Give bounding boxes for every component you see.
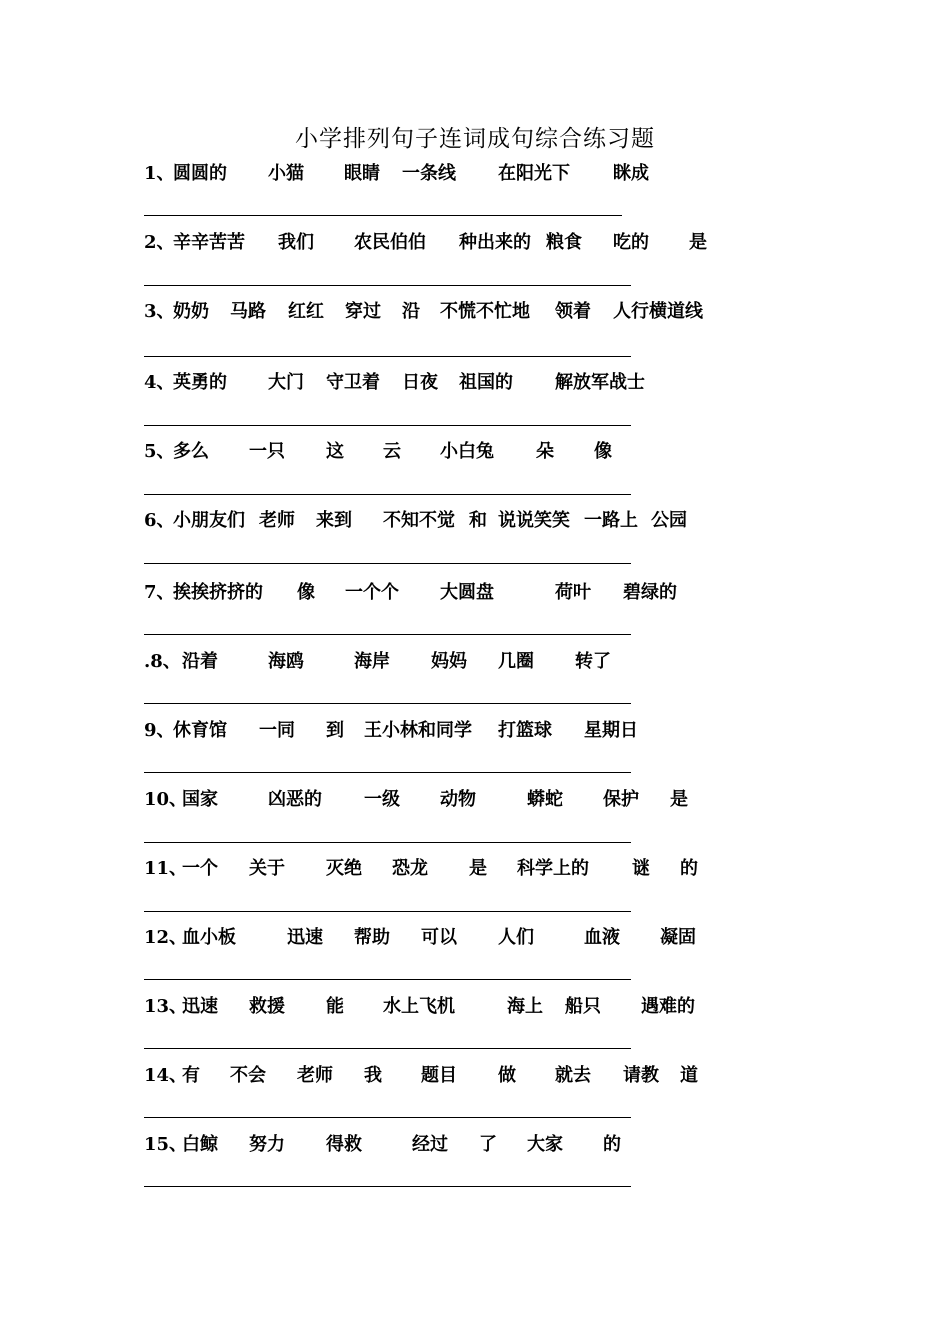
word-token: 一个个 xyxy=(345,582,399,603)
word-token: 老师 xyxy=(259,510,295,531)
word-token: 海岸 xyxy=(354,651,390,672)
word-token: 来到 xyxy=(316,510,352,531)
word-token: 是 xyxy=(670,789,688,810)
question-number: 10、 xyxy=(144,789,188,810)
word-token: 解放军战士 xyxy=(555,372,645,393)
word-token: 的 xyxy=(603,1134,621,1155)
question-number: 4、 xyxy=(144,372,175,393)
answer-line[interactable] xyxy=(144,494,631,495)
word-token: 船只 xyxy=(565,996,601,1017)
word-token: 道 xyxy=(680,1065,698,1086)
word-token: 日夜 xyxy=(402,372,438,393)
word-token: 一个 xyxy=(182,858,218,879)
question-number: 13、 xyxy=(144,996,188,1017)
word-token: 转了 xyxy=(575,651,611,672)
word-token: 了 xyxy=(479,1134,497,1155)
word-token: 做 xyxy=(498,1065,516,1086)
word-token: 妈妈 xyxy=(431,651,467,672)
word-token: 领着 xyxy=(555,301,591,322)
word-token: 祖国的 xyxy=(459,372,513,393)
word-token: 一路上 xyxy=(584,510,638,531)
word-token: 可以 xyxy=(421,927,457,948)
word-token: 海上 xyxy=(507,996,543,1017)
word-token: 奶奶 xyxy=(173,301,209,322)
question-row xyxy=(144,719,764,743)
word-token: 动物 xyxy=(440,789,476,810)
answer-line[interactable] xyxy=(144,911,631,912)
word-token: 和 xyxy=(469,510,487,531)
word-token: 穿过 xyxy=(345,301,381,322)
question-row xyxy=(144,995,764,1019)
question-row xyxy=(144,650,764,674)
word-token: 这 xyxy=(326,441,344,462)
word-token: 不会 xyxy=(230,1065,266,1086)
question-row xyxy=(144,581,764,605)
question-row xyxy=(144,857,764,881)
word-token: 说说笑笑 xyxy=(498,510,570,531)
answer-line[interactable] xyxy=(144,842,631,843)
word-token: 圆圆的 xyxy=(173,163,227,184)
word-token: 经过 xyxy=(412,1134,448,1155)
question-number: 1、 xyxy=(144,163,175,184)
word-token: 小猫 xyxy=(268,163,304,184)
word-token: 不知不觉 xyxy=(383,510,455,531)
question-row xyxy=(144,440,764,464)
word-token: 小朋友们 xyxy=(173,510,245,531)
word-token: 大家 xyxy=(527,1134,563,1155)
word-token: 云 xyxy=(383,441,401,462)
question-row xyxy=(144,1133,764,1157)
question-number: 9、 xyxy=(144,720,175,741)
word-token: 科学上的 xyxy=(517,858,589,879)
word-token: 在阳光下 xyxy=(498,163,570,184)
word-token: 凝固 xyxy=(660,927,696,948)
question-number: 15、 xyxy=(144,1134,188,1155)
answer-line[interactable] xyxy=(144,1048,631,1049)
word-token: 沿 xyxy=(402,301,420,322)
word-token: 人们 xyxy=(498,927,534,948)
answer-line[interactable] xyxy=(144,634,631,635)
word-token: 休育馆 xyxy=(173,720,227,741)
word-token: 种出来的 xyxy=(459,232,531,253)
question-row xyxy=(144,300,764,324)
question-row xyxy=(144,162,764,186)
word-token: 挨挨挤挤的 xyxy=(173,582,263,603)
word-token: 恐龙 xyxy=(392,858,428,879)
question-row xyxy=(144,371,764,395)
word-token: 荷叶 xyxy=(555,582,591,603)
question-row xyxy=(144,231,764,255)
word-token: 老师 xyxy=(297,1065,333,1086)
question-number: .8、 xyxy=(144,651,181,672)
word-token: 请教 xyxy=(623,1065,659,1086)
word-token: 血小板 xyxy=(182,927,236,948)
word-token: 努力 xyxy=(249,1134,285,1155)
answer-line[interactable] xyxy=(144,979,631,980)
word-token: 碧绿的 xyxy=(623,582,677,603)
word-token: 帮助 xyxy=(354,927,390,948)
question-row xyxy=(144,1064,764,1088)
word-token: 我 xyxy=(364,1065,382,1086)
page-title: 小学排列句子连词成句综合练习题 xyxy=(295,126,655,152)
word-token: 灭绝 xyxy=(326,858,362,879)
question-number: 2、 xyxy=(144,232,175,253)
word-token: 白鲸 xyxy=(182,1134,218,1155)
question-number: 5、 xyxy=(144,441,175,462)
question-number: 7、 xyxy=(144,582,175,603)
answer-line[interactable] xyxy=(144,425,631,426)
word-token: 是 xyxy=(689,232,707,253)
word-token: 农民伯伯 xyxy=(354,232,426,253)
word-token: 一级 xyxy=(364,789,400,810)
word-token: 眼睛 xyxy=(344,163,380,184)
word-token: 英勇的 xyxy=(173,372,227,393)
word-token: 能 xyxy=(326,996,344,1017)
word-token: 人行横道线 xyxy=(613,301,703,322)
word-token: 题目 xyxy=(421,1065,457,1086)
answer-line[interactable] xyxy=(144,563,631,564)
word-token: 谜 xyxy=(632,858,650,879)
word-token: 一只 xyxy=(249,441,285,462)
word-token: 我们 xyxy=(278,232,314,253)
word-token: 一条线 xyxy=(402,163,456,184)
word-token: 水上飞机 xyxy=(383,996,455,1017)
question-number: 6、 xyxy=(144,510,175,531)
word-token: 就去 xyxy=(555,1065,591,1086)
question-number: 14、 xyxy=(144,1065,188,1086)
word-token: 遇难的 xyxy=(641,996,695,1017)
word-token: 吃的 xyxy=(613,232,649,253)
word-token: 迅速 xyxy=(287,927,323,948)
word-token: 王小林和同学 xyxy=(364,720,472,741)
word-token: 公园 xyxy=(651,510,687,531)
word-token: 多么 xyxy=(173,441,209,462)
question-number: 3、 xyxy=(144,301,175,322)
word-token: 一同 xyxy=(259,720,295,741)
answer-line[interactable] xyxy=(144,285,631,286)
word-token: 守卫着 xyxy=(326,372,380,393)
word-token: 大圆盘 xyxy=(440,582,494,603)
answer-line[interactable] xyxy=(144,772,631,773)
word-token: 得救 xyxy=(326,1134,362,1155)
word-token: 星期日 xyxy=(584,720,638,741)
word-token: 不慌不忙地 xyxy=(440,301,530,322)
word-token: 是 xyxy=(469,858,487,879)
word-token: 辛辛苦苦 xyxy=(173,232,245,253)
answer-line[interactable] xyxy=(144,356,631,357)
word-token: 有 xyxy=(182,1065,200,1086)
question-number: 11、 xyxy=(144,858,188,879)
question-row xyxy=(144,926,764,950)
question-row xyxy=(144,788,764,812)
word-token: 大门 xyxy=(268,372,304,393)
answer-line[interactable] xyxy=(144,1117,631,1118)
answer-line[interactable] xyxy=(144,215,622,216)
word-token: 眯成 xyxy=(613,163,649,184)
word-token: 迅速 xyxy=(182,996,218,1017)
word-token: 像 xyxy=(594,441,612,462)
word-token: 蟒蛇 xyxy=(527,789,563,810)
question-number: 12、 xyxy=(144,927,188,948)
question-row xyxy=(144,509,764,533)
word-token: 血液 xyxy=(584,927,620,948)
word-token: 粮食 xyxy=(546,232,582,253)
word-token: 救援 xyxy=(249,996,285,1017)
word-token: 保护 xyxy=(603,789,639,810)
word-token: 沿着 xyxy=(182,651,218,672)
word-token: 几圈 xyxy=(498,651,534,672)
word-token: 国家 xyxy=(182,789,218,810)
word-token: 马路 xyxy=(230,301,266,322)
word-token: 海鸥 xyxy=(268,651,304,672)
word-token: 小白兔 xyxy=(440,441,494,462)
word-token: 关于 xyxy=(249,858,285,879)
word-token: 凶恶的 xyxy=(268,789,322,810)
answer-line[interactable] xyxy=(144,703,631,704)
word-token: 的 xyxy=(680,858,698,879)
word-token: 朵 xyxy=(536,441,554,462)
word-token: 红红 xyxy=(288,301,324,322)
word-token: 打篮球 xyxy=(498,720,552,741)
word-token: 像 xyxy=(297,582,315,603)
word-token: 到 xyxy=(326,720,344,741)
answer-line[interactable] xyxy=(144,1186,631,1187)
